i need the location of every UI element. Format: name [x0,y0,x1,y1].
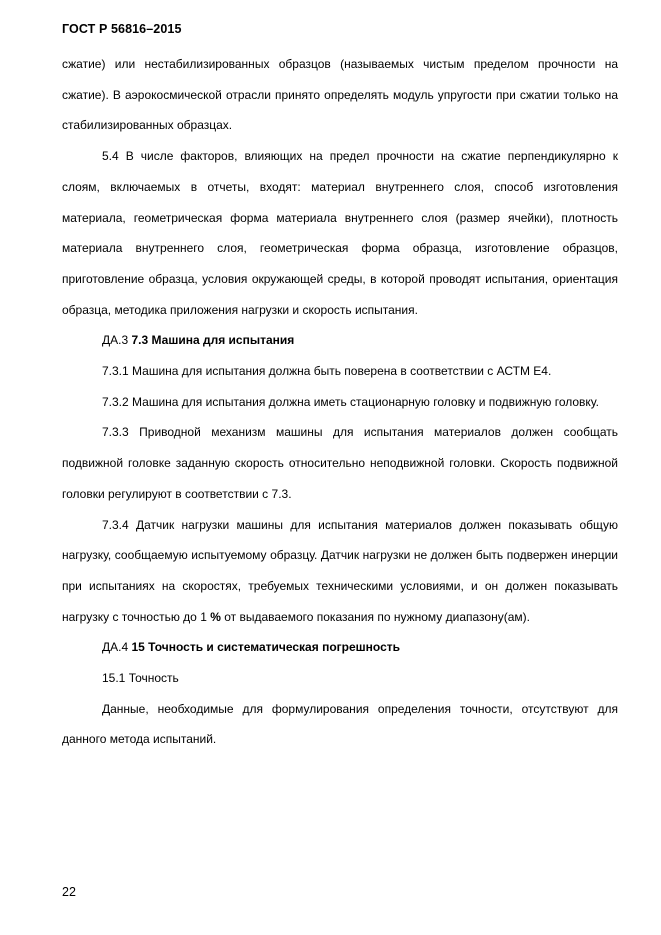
section-heading-da4 [62,632,618,663]
paragraph-precision-data: Данные, необходимые для формулирования определения точности, отсутствуют для данного метода испытаний. [62,701,618,747]
paragraph-7-3-4-text-a: 7.3.4 Датчик нагрузки машины для испытания материалов должен показывать общую нагрузку, сообщаемую испытуемому образцу. Датчик нагрузки не должен быть подвержен инерции при испытаниях на скоростях, требуемых техническими условиями, и он должен показывать нагрузку с точностью до 1 [62,517,618,624]
paragraph-15-1: 15.1 Точность [102,671,179,686]
percent-sign: % [210,609,221,624]
document-header: ГОСТ Р 56816–2015 [62,22,182,36]
section-title-7-3: 7.3 Машина для испытания [131,333,295,348]
paragraph-7-3-3: 7.3.3 Приводной механизм машины для испытания материалов должен сообщать подвижной головке заданную скорость относительно неподвижной головки. Скорость подвижной головки регулируют в соответствии с 7.3. [62,425,618,501]
paragraph-5-4: 5.4 В числе факторов, влияющих на предел прочности на сжатие перпендикулярно к слоям, включаемых в отчеты, входят: материал внутреннего слоя, способ изготовления материала, геометрическая форма материала внутреннего слоя (размер ячейки), плотность материала внутреннего слоя, геометрическая форма образца, изготовление образцов, приготовление образца, условия окружающей среды, в которой проводят испытания, ориентация образца, методика приложения нагрузки и скорость испытания. [62,149,618,317]
paragraph-continuation: сжатие) или нестабилизированных образцов (называемых чистым пределом прочности на сжатие). В аэрокосмической отрасли принято определять модуль упругости при сжатии только на стабилизированных образцах. [62,57,618,133]
document-body [62,49,618,755]
section-prefix-da3: ДА.3 [102,333,132,348]
paragraph-7-3-4 [62,510,618,633]
paragraph-7-3-2: 7.3.2 Машина для испытания должна иметь стационарную головку и подвижную головку. [102,394,599,409]
paragraph-7-3-1: 7.3.1 Машина для испытания должна быть поверена в соответствии с АСТМ Е4. [102,364,552,379]
section-title-15: 15 Точность и систематическая погрешность [131,640,400,655]
section-heading-da3 [62,325,618,356]
section-prefix-da4: ДА.4 [102,640,132,655]
page-number: 22 [62,885,76,899]
paragraph-7-3-4-text-b: от выдаваемого показания по нужному диапазону(ам). [220,609,530,624]
